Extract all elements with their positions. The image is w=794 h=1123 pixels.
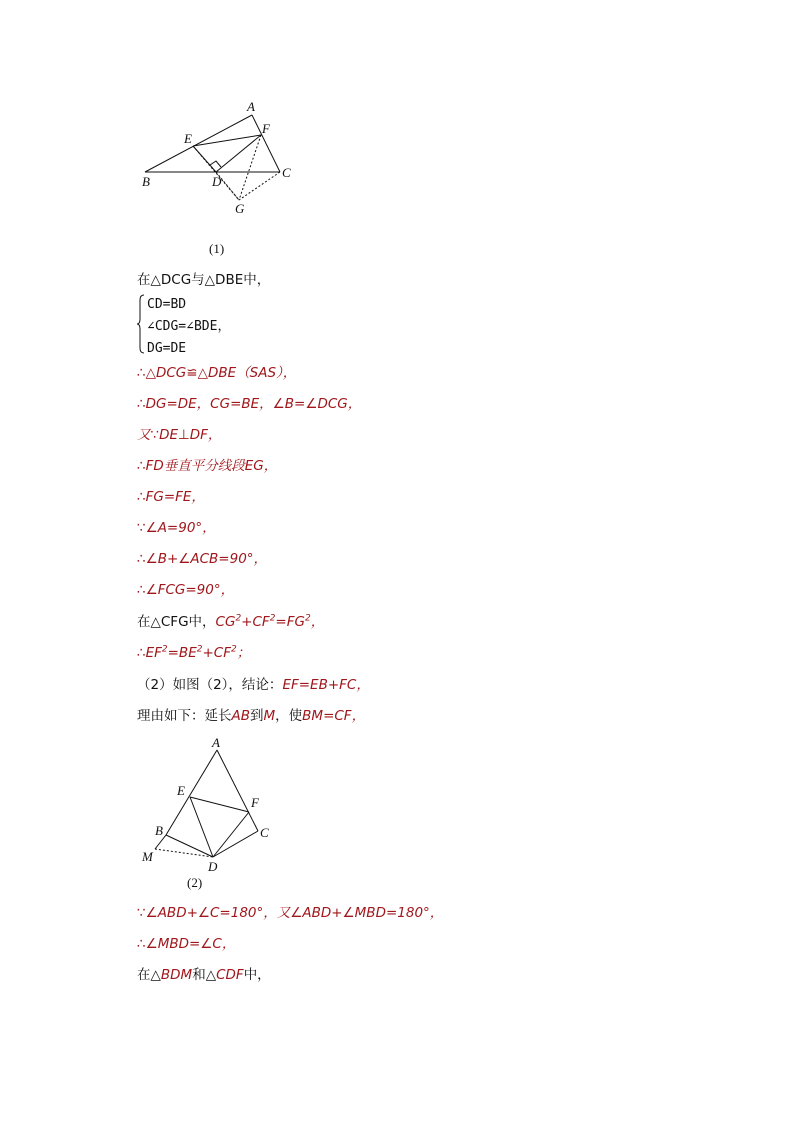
point-label-a: A [212,735,220,750]
point-label-d: D [212,174,222,189]
text-line-17: 在△BDM和△CDF中， [137,967,271,983]
point-label-e: E [184,131,192,146]
figure-1 [130,95,310,220]
brace-icon [137,294,145,354]
system-row-2: ∠CDG=∠BDE， [147,319,231,334]
text-line-6: ∴FD垂直平分线段EG， [137,458,278,474]
point-label-f: F [262,121,270,136]
point-label-b: B [142,174,150,189]
point-label-c: C [282,165,291,180]
text-line-12: $\therefore EF^2=BE^2+CF^2$； [137,644,251,661]
point-label-g: G [235,201,245,216]
point-label-d: D [208,859,218,873]
point-label-f: F [251,795,259,810]
figure-2-caption: (2) [187,875,203,890]
figure-1-caption: (1) [209,241,225,256]
text-line-8: ∵∠A=90°， [137,520,216,536]
system-row-1: CD=BD [147,297,187,312]
text-line-9: ∴∠B+∠ACB=90°， [137,551,268,567]
point-label-a: A [247,99,255,114]
figure-1-diagram [130,95,310,220]
text-line-11: 在△CFG中，$CG^2+CF^2=FG^2$， [137,613,325,630]
point-label-c: C [260,825,269,840]
text-line-7: ∴FG=FE， [137,489,205,505]
system-row-3: DG=DE [147,341,187,356]
text-line-16: ∴∠MBD=∠C， [137,936,236,952]
point-label-b: B [155,823,163,838]
text-line-5: 又∵DE⊥DF， [137,427,222,443]
text-line-15: ∵∠ABD+∠C=180°，又∠ABD+∠MBD=180°， [137,905,444,921]
text-line-13: （2）如图（2），结论：EF=EB+FC， [137,677,370,693]
figure-2-diagram [135,733,285,873]
text-line-1: 在△DCG与△DBE中， [137,272,271,288]
figure-2 [135,733,285,873]
point-label-m: M [142,849,153,864]
text-line-14: 理由如下：延长AB到M，使BM=CF， [137,708,366,724]
text-line-4: ∴DG=DE，CG=BE，∠B=∠DCG， [137,396,362,412]
text-line-3: ∴△DCG≌△DBE（SAS）， [137,365,297,381]
point-label-e: E [177,783,185,798]
text-line-10: ∴∠FCG=90°， [137,582,235,598]
